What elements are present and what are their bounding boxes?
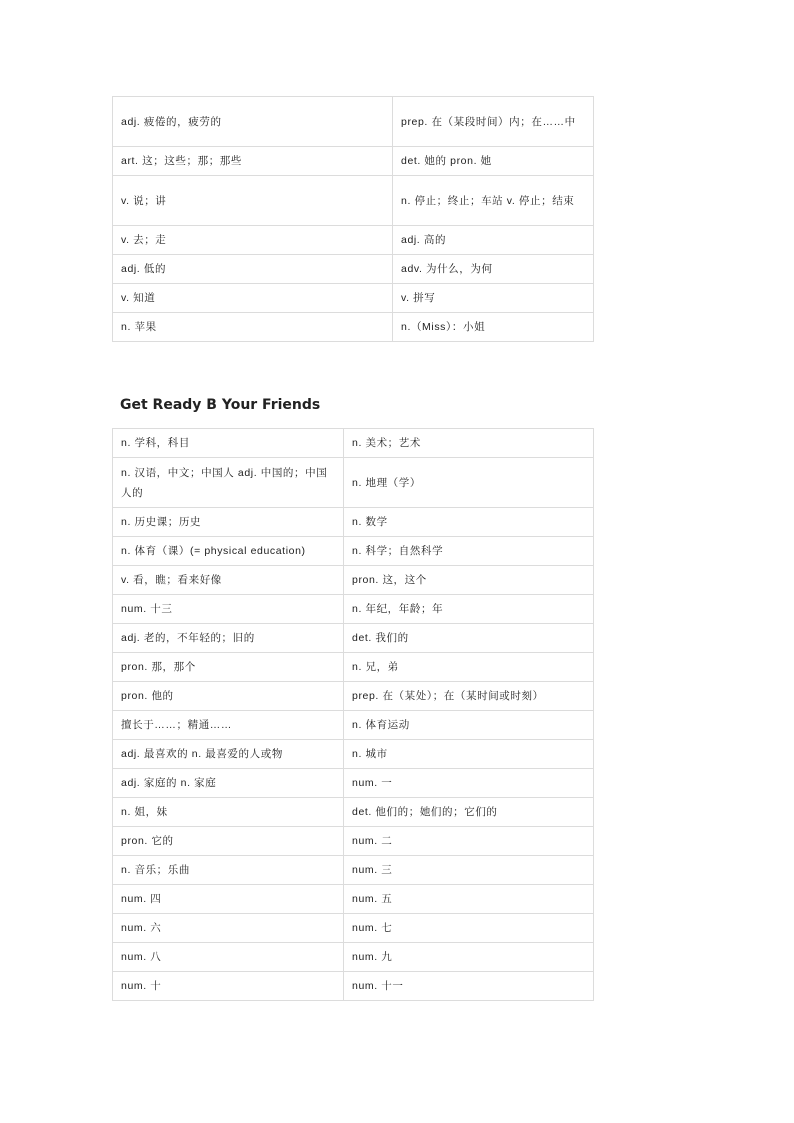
table-row [113,537,594,566]
table-cell: n. 历史课；历史 [113,508,344,537]
table-cell: adj. 低的 [113,255,393,284]
table-cell: n. 停止；终止；车站 v. 停止；结束 [393,176,594,226]
table-row [113,566,594,595]
table-cell: n. 数学 [344,508,594,537]
table-cell: num. 十三 [113,595,344,624]
table-cell: n. 城市 [344,740,594,769]
table-row [113,226,594,255]
table-cell: num. 四 [113,885,344,914]
table-row [113,769,594,798]
table-cell: det. 我们的 [344,624,594,653]
table-cell: n. 音乐；乐曲 [113,856,344,885]
table-cell: num. 六 [113,914,344,943]
table-row [113,740,594,769]
table-cell: num. 八 [113,943,344,972]
table-row [113,147,594,176]
table-cell: adj. 疲倦的，疲劳的 [113,97,393,147]
table-cell: pron. 他的 [113,682,344,711]
table-cell: num. 九 [344,943,594,972]
table-row [113,653,594,682]
table-cell: v. 拼写 [393,284,594,313]
vocabulary-table-2 [112,428,594,1001]
table-cell: n. 体育（课）(= physical education) [113,537,344,566]
table-row [113,856,594,885]
table-cell: n. 学科，科目 [113,429,344,458]
table-cell: 擅长于……；精通…… [113,711,344,740]
table-cell: adj. 老的，不年轻的；旧的 [113,624,344,653]
section-heading: Get Ready B Your Friends [120,397,321,413]
table-row [113,711,594,740]
table-cell: v. 知道 [113,284,393,313]
table-cell: n. 体育运动 [344,711,594,740]
vocabulary-table-1 [112,96,594,342]
table-cell: pron. 这，这个 [344,566,594,595]
table-cell: v. 说；讲 [113,176,393,226]
table-cell: v. 看，瞧；看来好像 [113,566,344,595]
table-cell: num. 十一 [344,972,594,1001]
table-cell: n. 科学；自然科学 [344,537,594,566]
table-row [113,595,594,624]
table-cell: adj. 高的 [393,226,594,255]
table-cell: prep. 在（某段时间）内；在……中 [393,97,594,147]
table-row [113,827,594,856]
table-cell: num. 七 [344,914,594,943]
table-cell: n.（Miss）：小姐 [393,313,594,342]
table-cell: art. 这；这些；那；那些 [113,147,393,176]
table-row [113,943,594,972]
table-row [113,885,594,914]
table-cell: n. 汉语，中文；中国人 adj. 中国的；中国人的 [113,458,344,508]
table-cell: num. 三 [344,856,594,885]
table-cell: pron. 那，那个 [113,653,344,682]
table-cell: det. 他们的；她们的；它们的 [344,798,594,827]
table-cell: n. 地理（学） [344,458,594,508]
table-cell: adj. 家庭的 n. 家庭 [113,769,344,798]
table-cell: n. 苹果 [113,313,393,342]
table-row [113,255,594,284]
table-row [113,624,594,653]
table-cell: adj. 最喜欢的 n. 最喜爱的人或物 [113,740,344,769]
table-cell: prep. 在（某处）；在（某时间或时刻） [344,682,594,711]
table-cell: v. 去；走 [113,226,393,255]
table-row [113,682,594,711]
table-cell: pron. 它的 [113,827,344,856]
table-row [113,972,594,1001]
table-row [113,429,594,458]
table-row [113,458,594,508]
table-cell: n. 年纪，年龄；年 [344,595,594,624]
table-cell: n. 美术；艺术 [344,429,594,458]
table-cell: num. 一 [344,769,594,798]
table-row [113,798,594,827]
table-cell: adv. 为什么，为何 [393,255,594,284]
table-row [113,914,594,943]
table-row [113,97,594,147]
table-row [113,284,594,313]
table-cell: det. 她的 pron. 她 [393,147,594,176]
table-cell: num. 五 [344,885,594,914]
table-cell: n. 姐，妹 [113,798,344,827]
table-row [113,176,594,226]
table-cell: n. 兄，弟 [344,653,594,682]
table-cell: num. 二 [344,827,594,856]
table-row [113,508,594,537]
table-row [113,313,594,342]
table-cell: num. 十 [113,972,344,1001]
